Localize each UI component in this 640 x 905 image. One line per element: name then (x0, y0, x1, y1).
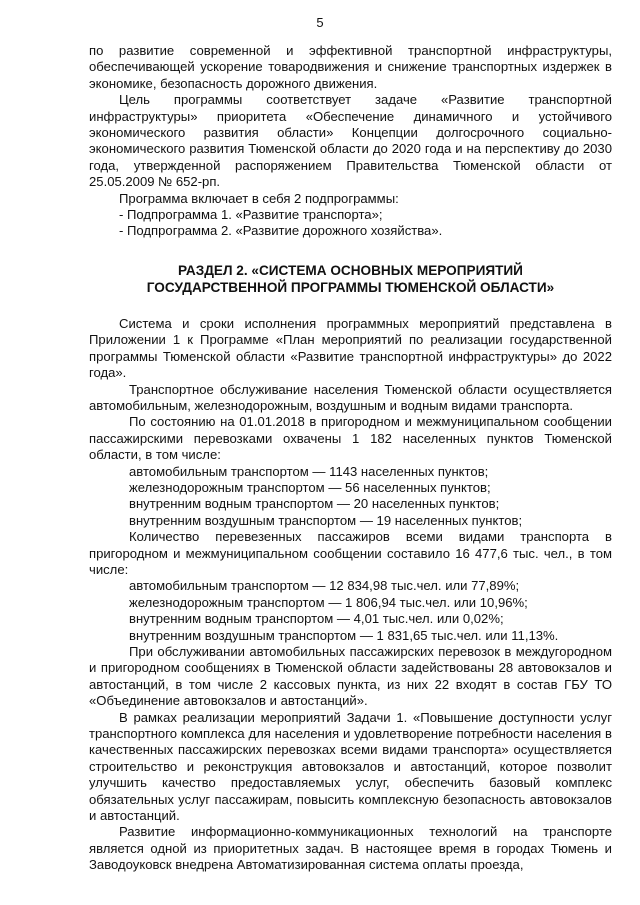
passengers-item: внутренним водным транспортом — 4,01 тыс.чел. или 0,02%; (129, 611, 504, 627)
paragraph-state: По состоянию на 01.01.2018 в пригородном и межмуниципальном сообщении пассажирскими перевозками охвачены 1 182 населенных пунктов Тюменской области, в том числе: (89, 414, 612, 463)
section-title (89, 262, 612, 296)
paragraph-transport: Транспортное обслуживание населения Тюменской области осуществляется автомобильным, железнодорожным, воздушным и водным видами транспорта. (89, 381, 612, 413)
section-title-line: ГОСУДАРСТВЕННОЙ ПРОГРАММЫ ТЮМЕНСКОЙ ОБЛАСТИ» (146, 279, 555, 295)
paragraph-system: Система и сроки исполнения программных мероприятий представлена в Приложении 1 к Программе «План мероприятий по реализации государственной программы Тюменской области «Развитие транспортной инфраструктуры» до 2022 года». (89, 315, 612, 381)
passengers-item: автомобильным транспортом — 12 834,98 тыс.чел. или 77,89%; (129, 578, 520, 594)
settlements-item: внутренним водным транспортом — 20 населенных пунктов; (129, 496, 500, 512)
subprograms-intro: Программа включает в себя 2 подпрограммы: (119, 190, 399, 206)
paragraph-intro: по развитие современной и эффективной транспортной инфраструктуры, обеспечивающей ускорение товародвижения и снижение транспортных издержек в экономике, безопасность дорожного движения. (89, 43, 612, 91)
paragraph-ict: Развитие информационно-коммуникационных технологий на транспорте является одной из приоритетных задач. В настоящее время в городах Тюмень и Заводоуковск внедрена Автоматизированная система оплаты проезда, (89, 824, 612, 873)
paragraph-task1: В рамках реализации мероприятий Задачи 1. «Повышение доступности услуг транспортного комплекса для населения и удовлетворение потребности населения в качественных пассажирских перевозках всеми видами транспорта» осуществляется строительство и реконструкция автовокзалов и автостанций, которое позволит улучшить качество предоставляемых услуг, обеспечить базовый комплекс обязательных услуг пассажирам, повысить комплексную безопасность автовокзалов и автостанций. (89, 709, 612, 824)
passengers-item: железнодорожным транспортом — 1 806,94 тыс.чел. или 10,96%; (129, 594, 528, 610)
subprogram-item: - Подпрограмма 1. «Развитие транспорта»; (119, 207, 383, 223)
paragraph-goal: Цель программы соответствует задаче «Развитие транспортной инфраструктуры» приоритета «Обеспечение динамичного и устойчивого экономического развития области» Концепции долгосрочного социально-экономического развития Тюменской области до 2020 года и на перспективу до 2030 года, утвержденной распоряжением Правительства Тюменской области от 25.05.2009 № 652-рп. (89, 92, 612, 190)
settlements-item: внутренним воздушным транспортом — 19 населенных пунктов; (129, 512, 523, 528)
passengers-item: внутренним воздушным транспортом — 1 831,65 тыс.чел. или 11,13%. (129, 627, 559, 643)
paragraph-passengers: Количество перевезенных пассажиров всеми видами транспорта в пригородном и межмуниципальном сообщении составило 16 477,6 тыс. чел., в том числе: (89, 529, 612, 577)
settlements-item: автомобильным транспортом — 1143 населенных пунктов; (129, 463, 489, 479)
settlements-item: железнодорожным транспортом — 56 населенных пунктов; (129, 479, 491, 495)
document-body (89, 43, 612, 874)
section-title-line: РАЗДЕЛ 2. «СИСТЕМА ОСНОВНЫХ МЕРОПРИЯТИЙ (178, 262, 523, 278)
page-number: 5 (316, 15, 324, 30)
subprogram-item: - Подпрограмма 2. «Развитие дорожного хозяйства». (119, 223, 443, 239)
paragraph-stations: При обслуживании автомобильных пассажирских перевозок в междугородном и пригородном сообщениях в Тюменской области задействованы 28 автовокзалов и автостанций, в том числе 2 кассовых пункта, из них 22 входят в состав ГБУ ТО «Объединение автовокзалов и автостанций». (89, 644, 612, 709)
